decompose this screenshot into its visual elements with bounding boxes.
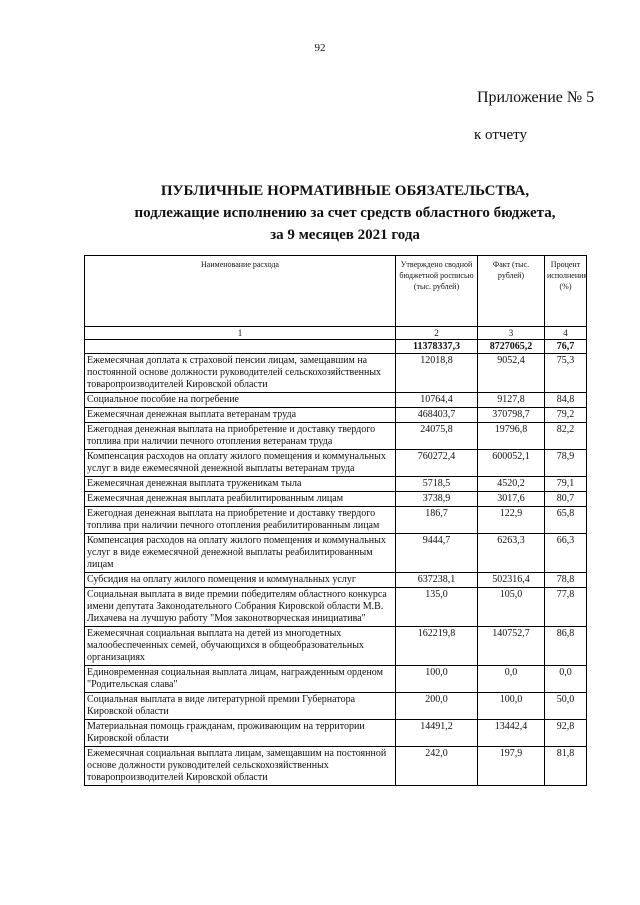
approved-value: 135,0 bbox=[396, 588, 478, 627]
approved-value: 24075,8 bbox=[396, 423, 478, 450]
approved-value: 100,0 bbox=[396, 666, 478, 693]
approved-value: 200,0 bbox=[396, 693, 478, 720]
approved-value: 186,7 bbox=[396, 507, 478, 534]
percent-value: 80,7 bbox=[545, 492, 587, 507]
fact-value: 122,9 bbox=[478, 507, 545, 534]
fact-value: 370798,7 bbox=[478, 408, 545, 423]
fact-value: 19796,8 bbox=[478, 423, 545, 450]
expense-name: Компенсация расходов на оплату жилого помещения и коммунальных услуг в виде ежемесячной денежной выплаты ветеранам труда bbox=[85, 450, 396, 477]
expense-name: Ежемесячная денежная выплата труженикам тыла bbox=[85, 477, 396, 492]
column-number: 3 bbox=[478, 327, 545, 340]
column-number: 2 bbox=[396, 327, 478, 340]
fact-value: 13442,4 bbox=[478, 720, 545, 747]
table-row bbox=[85, 450, 587, 477]
title-line-1: ПУБЛИЧНЫЕ НОРМАТИВНЫЕ ОБЯЗАТЕЛЬСТВА, bbox=[160, 183, 530, 199]
table-row bbox=[85, 393, 587, 408]
report-reference: к отчету bbox=[474, 127, 527, 143]
approved-value: 14491,2 bbox=[396, 720, 478, 747]
fact-value: 9052,4 bbox=[478, 354, 545, 393]
percent-value: 82,2 bbox=[545, 423, 587, 450]
percent-value: 78,9 bbox=[545, 450, 587, 477]
percent-value: 81,8 bbox=[545, 747, 587, 786]
expense-name: Ежегодная денежная выплата на приобретение и доставку твердого топлива при наличии печного отопления ветеранам труда bbox=[85, 423, 396, 450]
table-row bbox=[85, 408, 587, 423]
table-body bbox=[85, 327, 587, 786]
percent-value: 75,3 bbox=[545, 354, 587, 393]
expense-name: Социальная выплата в виде премии победителям областного конкурса имени депутата Законодательного Собрания Кировской области М.В. Лихачева на лучшую работу "Моя законотворческая инициатива" bbox=[85, 588, 396, 627]
table-row bbox=[85, 423, 587, 450]
header-fact: Факт (тыс. рублей) bbox=[478, 256, 545, 327]
table-row bbox=[85, 573, 587, 588]
expense-name: Материальная помощь гражданам, проживающим на территории Кировской области bbox=[85, 720, 396, 747]
obligations-table bbox=[84, 255, 587, 786]
expense-name: Ежегодная денежная выплата на приобретение и доставку твердого топлива при наличии печного отопления реабилитированным лицам bbox=[85, 507, 396, 534]
fact-value: 140752,7 bbox=[478, 627, 545, 666]
percent-value: 77,8 bbox=[545, 588, 587, 627]
approved-value: 162219,8 bbox=[396, 627, 478, 666]
column-number: 4 bbox=[545, 327, 587, 340]
table-row bbox=[85, 477, 587, 492]
table-header-row bbox=[85, 256, 587, 327]
expense-name: Ежемесячная социальная выплата лицам, замещавшим на постоянной основе должности руководителей сельскохозяйственных товаропроизводителей Кировской области bbox=[85, 747, 396, 786]
fact-value: 6263,3 bbox=[478, 534, 545, 573]
table-row bbox=[85, 492, 587, 507]
percent-value: 86,8 bbox=[545, 627, 587, 666]
approved-value: 637238,1 bbox=[396, 573, 478, 588]
fact-value: 9127,8 bbox=[478, 393, 545, 408]
expense-name: Компенсация расходов на оплату жилого помещения и коммунальных услуг в виде ежемесячной денежной выплаты реабилитированным лицам bbox=[85, 534, 396, 573]
fact-value: 3017,6 bbox=[478, 492, 545, 507]
percent-value: 79,1 bbox=[545, 477, 587, 492]
expense-name: Единовременная социальная выплата лицам, награжденным орденом "Родительская слава" bbox=[85, 666, 396, 693]
fact-value: 197,9 bbox=[478, 747, 545, 786]
table-row bbox=[85, 720, 587, 747]
approved-value: 242,0 bbox=[396, 747, 478, 786]
header-expense-name: Наименование расхода bbox=[85, 256, 396, 327]
title-line-3: за 9 месяцев 2021 года bbox=[270, 227, 420, 243]
total-label-cell bbox=[85, 340, 396, 354]
fact-value: 502316,4 bbox=[478, 573, 545, 588]
approved-value: 9444,7 bbox=[396, 534, 478, 573]
percent-value: 92,8 bbox=[545, 720, 587, 747]
fact-value: 0,0 bbox=[478, 666, 545, 693]
header-percent: Процент исполнения (%) bbox=[545, 256, 587, 327]
table-row bbox=[85, 747, 587, 786]
expense-name: Субсидия на оплату жилого помещения и коммунальных услуг bbox=[85, 573, 396, 588]
header-approved: Утверждено сводной бюджетной росписью (тыс. рублей) bbox=[396, 256, 478, 327]
approved-value: 12018,8 bbox=[396, 354, 478, 393]
percent-value: 0,0 bbox=[545, 666, 587, 693]
table-row bbox=[85, 666, 587, 693]
document-title bbox=[70, 180, 620, 246]
total-approved: 11378337,3 bbox=[396, 340, 478, 354]
percent-value: 50,0 bbox=[545, 693, 587, 720]
percent-value: 79,2 bbox=[545, 408, 587, 423]
total-percent: 76,7 bbox=[545, 340, 587, 354]
approved-value: 5718,5 bbox=[396, 477, 478, 492]
percent-value: 66,3 bbox=[545, 534, 587, 573]
table-row bbox=[85, 588, 587, 627]
fact-value: 105,0 bbox=[478, 588, 545, 627]
total-row bbox=[85, 340, 587, 354]
expense-name: Социальная выплата в виде литературной премии Губернатора Кировской области bbox=[85, 693, 396, 720]
percent-value: 84,8 bbox=[545, 393, 587, 408]
table-row bbox=[85, 507, 587, 534]
fact-value: 4520,2 bbox=[478, 477, 545, 492]
table-row bbox=[85, 534, 587, 573]
page-number: 92 bbox=[314, 42, 326, 54]
expense-name: Социальное пособие на погребение bbox=[85, 393, 396, 408]
table-row bbox=[85, 693, 587, 720]
percent-value: 65,8 bbox=[545, 507, 587, 534]
expense-name: Ежемесячная денежная выплата ветеранам труда bbox=[85, 408, 396, 423]
approved-value: 760272,4 bbox=[396, 450, 478, 477]
table-row bbox=[85, 627, 587, 666]
table-row bbox=[85, 354, 587, 393]
expense-name: Ежемесячная социальная выплата на детей из многодетных малообеспеченных семей, обучающихся в общеобразовательных организациях bbox=[85, 627, 396, 666]
fact-value: 600052,1 bbox=[478, 450, 545, 477]
approved-value: 3738,9 bbox=[396, 492, 478, 507]
appendix-label: Приложение № 5 bbox=[477, 89, 595, 106]
approved-value: 468403,7 bbox=[396, 408, 478, 423]
expense-name: Ежемесячная доплата к страховой пенсии лицам, замещавшим на постоянной основе должности руководителей сельскохозяйственных товаропроизводителей Кировской области bbox=[85, 354, 396, 393]
approved-value: 10764,4 bbox=[396, 393, 478, 408]
column-number: 1 bbox=[85, 327, 396, 340]
percent-value: 78,8 bbox=[545, 573, 587, 588]
column-number-row bbox=[85, 327, 587, 340]
total-fact: 8727065,2 bbox=[478, 340, 545, 354]
fact-value: 100,0 bbox=[478, 693, 545, 720]
expense-name: Ежемесячная денежная выплата реабилитированным лицам bbox=[85, 492, 396, 507]
title-line-2: подлежащие исполнению за счет средств областного бюджета, bbox=[134, 205, 556, 221]
